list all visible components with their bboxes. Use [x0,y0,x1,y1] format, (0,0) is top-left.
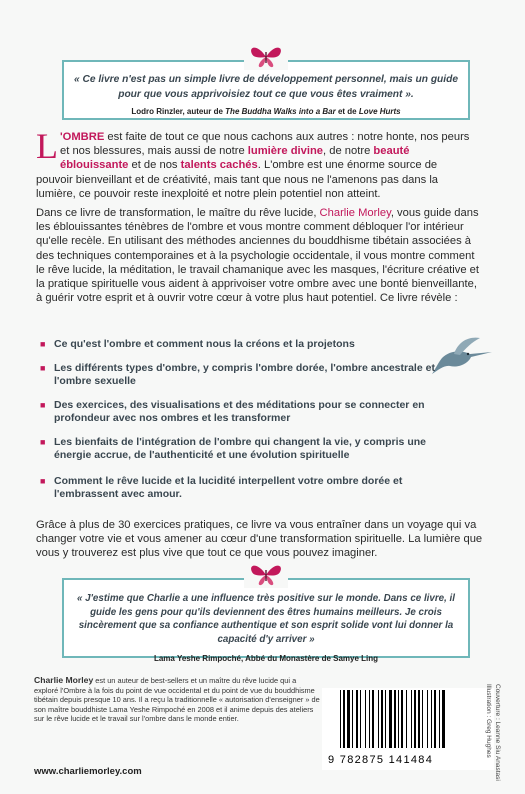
butterfly-icon [244,44,288,70]
cover-credits: Couverture : Leanne Siu Anastasi Illustration : Greg Hughes [485,684,501,781]
website-link[interactable]: www.charliemorley.com [34,766,142,777]
top-quote-attribution: Lodro Rinzler, auteur de The Buddha Walks into a Bar et de Love Hurts [131,107,401,116]
author-name: Charlie Morley [34,675,94,685]
list-item: ■ Les différents types d'ombre, y compris l'ombre dorée, l'ombre ancestrale et l'ombre sexuelle [40,362,460,389]
description-paragraph: Dans ce livre de transformation, le maître du rêve lucide, Charlie Morley, vous guide dans les éblouissantes ténèbres de l'ombre et vous montre comment débloquer l'or intérieur qu'elle recèle. En utilisant des méthodes anciennes du bouddhisme tibétain associées à des techniques contemporaines et à la psychologie occidentale, il vous montre comment le rêve lucide, la méditation, le travail chamanique avec les masques, l'écriture créative et la pratique spirituelle vous aident à apprivoiser votre ombre avec une bonté bienveillante, à guérir votre esprit et à ouvrir votre cœur à votre plus haut potentiel. Ce livre révèle : [36,207,480,305]
top-quote-box [62,60,470,120]
list-item: ■ Les bienfaits de l'intégration de l'ombre qui changent la vie, y compris une énergie accrue, de l'authenticité et une évolution spirituelle [40,436,460,463]
list-item: ■ Des exercices, des visualisations et des méditations pour se connecter en profondeur avec nos ombres et les transformer [40,399,460,426]
bottom-quote-box [62,578,470,663]
bottom-quote-attribution: Lama Yeshe Rimpoché, Abbé du Monastère de Samye Ling [153,654,379,663]
top-quote-text: « Ce livre n'est pas un simple livre de développement personnel, mais un guide pour que vous apprivoisiez tout ce que vous êtes vraiment ». [73,74,458,100]
butterfly-icon [244,562,288,588]
isbn-number: 9 782875 141484 [328,754,434,766]
intro-paragraph: L 'OMBRE est faite de tout ce que nous cachons aux autres : notre honte, nos peurs et nos blessures, mais aussi de notre lumière divine, de notre beauté éblouissante et de nos talents cachés. L'ombre est une énorme source de pouvoir bienveillant et de créativité, mais tant que nous ne l'amenons pas dans la lumière, ce pouvoir reste inexploité et notre plein potentiel non atteint. [36,126,470,200]
reveals-list [40,338,460,502]
drop-cap: L [36,126,58,166]
author-bio: Charlie Morley est un auteur de best-sellers et un maître du rêve lucide qui a exploré l'Ombre à la fois du point de vue occidental et du point de vue du bouddhisme tibétain depuis presque 10 ans. Il a reçu la traditionnelle « autorisation d'enseigner » de son maître bouddhiste Lama Yeshe Rimpoché en 2008 et il anime depuis des ateliers sur le rêve lucide et le travail sur l'ombre dans le monde entier. [34,675,320,724]
bottom-quote-text: « J'estime que Charlie a une influence très positive sur le monde. Dans ce livre, il guide les gens pour qu'ils deviennent des êtres humains meilleurs. Je crois sincèrement que sa confiance authentique et son esprit solide vont lui donner la capacité d'y arriver » [76,593,455,645]
closing-paragraph: Grâce à plus de 30 exercices pratiques, ce livre va vous entraîner dans un voyage qui va changer votre vie et vous amener au cœur d'une transformation spirituelle. La lumière que vous y trouverez est plus vive que tout ce que vous pouvez imaginer. [36,519,483,560]
barcode-bars [322,688,494,752]
list-item: ■ Comment le rêve lucide et la lucidité interpellent votre ombre dorée et l'embrassent avec amour. [40,475,460,502]
list-item: ■ Ce qu'est l'ombre et comment nous la créons et la projetons [40,338,460,352]
